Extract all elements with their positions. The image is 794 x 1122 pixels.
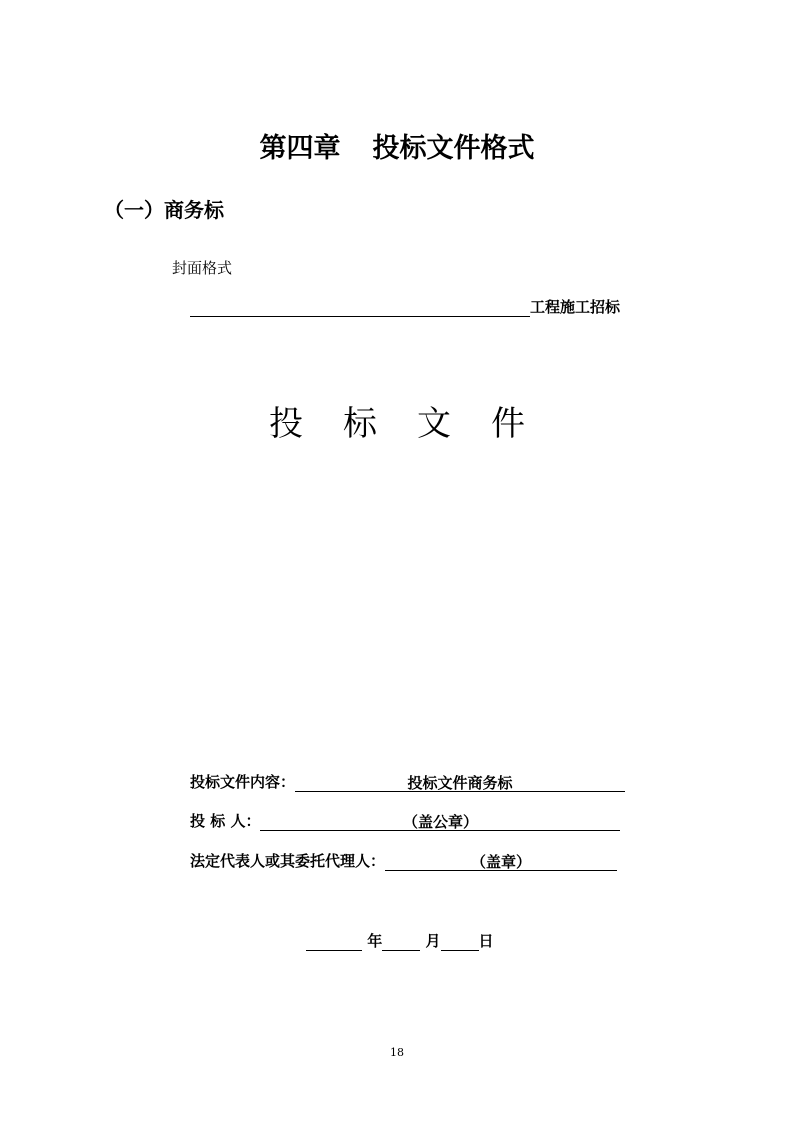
document-title xyxy=(0,396,794,445)
date-line xyxy=(306,930,494,951)
doc-title-char: 标 xyxy=(343,404,377,444)
section-heading: （一）商务标 xyxy=(104,198,224,222)
month-label: 月 xyxy=(425,932,441,950)
doc-title-char: 文 xyxy=(417,404,451,444)
representative-field xyxy=(190,850,617,871)
project-suffix: 工程施工招标 xyxy=(530,298,621,316)
year-blank xyxy=(306,932,362,951)
content-label: 投标文件内容： xyxy=(190,773,296,791)
project-name-blank xyxy=(190,298,530,317)
cover-format-label: 封面格式 xyxy=(172,259,233,277)
content-value: 投标文件商务标 xyxy=(295,772,625,792)
representative-label: 法定代表人或其委托代理人： xyxy=(190,852,386,870)
month-blank xyxy=(382,932,420,951)
doc-title-char: 件 xyxy=(491,404,525,444)
bidder-label: 投 标 人： xyxy=(190,812,261,830)
chapter-name: 投标文件格式 xyxy=(372,133,535,164)
bidder-value: （盖公章） xyxy=(260,811,620,831)
content-field xyxy=(190,771,625,792)
chapter-number: 第四章 xyxy=(259,133,341,164)
year-label: 年 xyxy=(367,932,383,950)
doc-title-char: 投 xyxy=(269,404,303,444)
chapter-title xyxy=(0,126,794,165)
page-number: 18 xyxy=(390,1046,404,1059)
day-blank xyxy=(441,932,479,951)
project-name-line xyxy=(190,296,620,317)
representative-value: （盖章） xyxy=(385,851,617,871)
day-label: 日 xyxy=(478,932,494,950)
bidder-field xyxy=(190,810,620,831)
